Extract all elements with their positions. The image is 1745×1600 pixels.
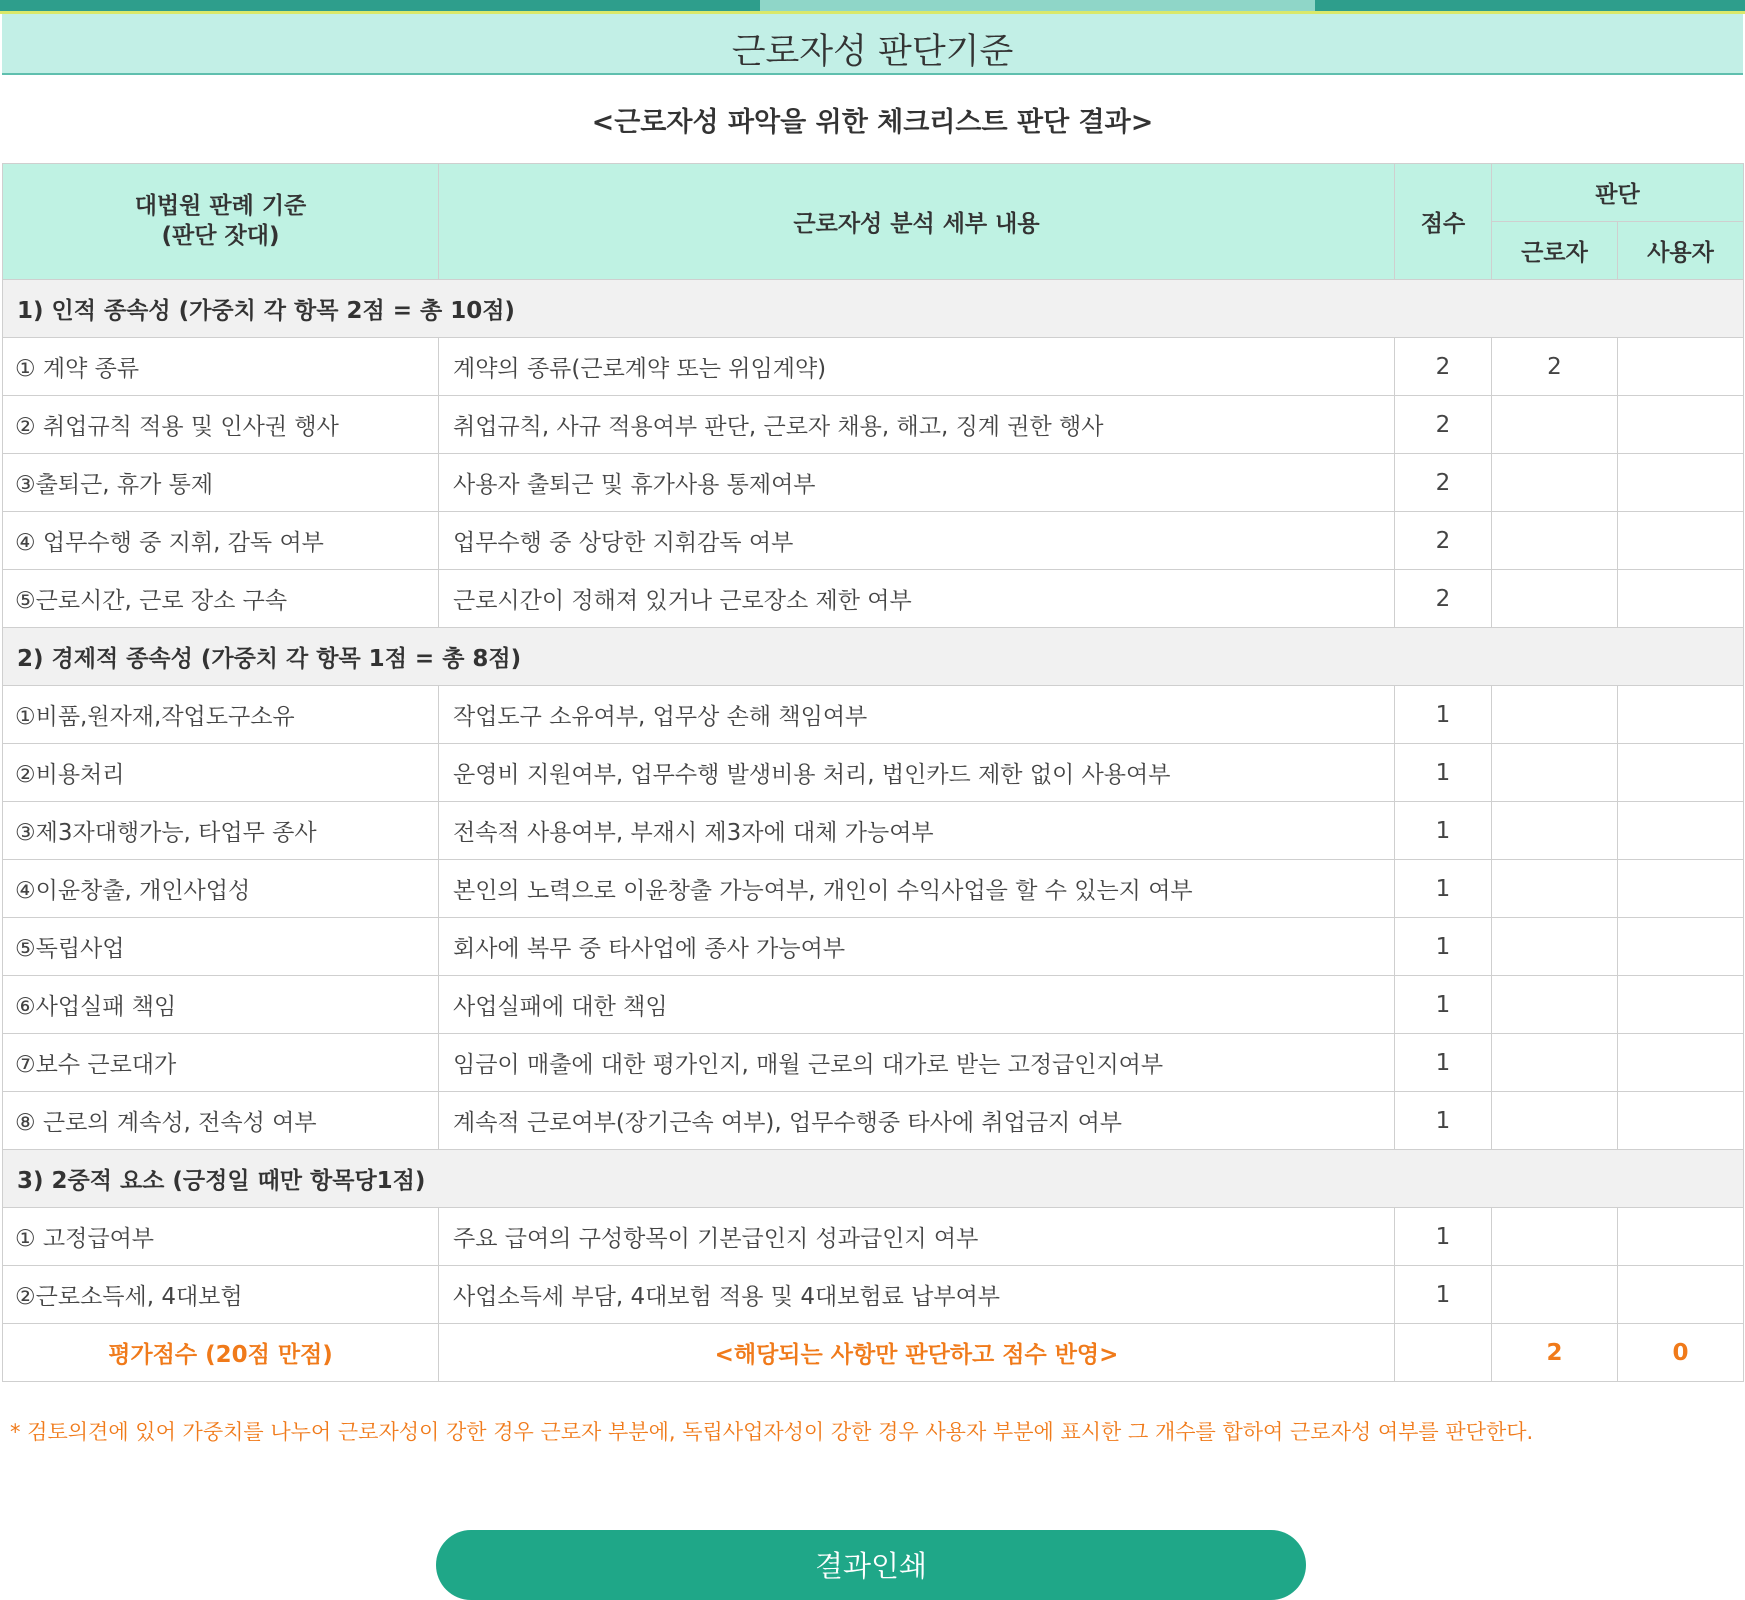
worker-check-cell[interactable] [1492,512,1618,570]
score-cell: 1 [1395,1034,1492,1092]
table-body [3,280,1744,1382]
employer-check-cell[interactable] [1618,1092,1744,1150]
employer-check-cell[interactable] [1618,1034,1744,1092]
table-row [3,396,1744,454]
page-subtitle: <근로자성 파악을 위한 체크리스트 판단 결과> [591,107,1154,138]
table-row [3,1034,1744,1092]
table-row [3,686,1744,744]
worker-check-cell[interactable] [1492,744,1618,802]
detail-cell: 임금이 매출에 대한 평가인지, 매월 근로의 대가로 받는 고정급인지여부 [439,1034,1395,1092]
detail-cell: 계약의 종류(근로계약 또는 위임계약) [439,338,1395,396]
detail-cell: 계속적 근로여부(장기근속 여부), 업무수행중 타사에 취업금지 여부 [439,1092,1395,1150]
header-criteria: 대법원 판례 기준 (판단 잣대) [3,164,439,280]
score-cell: 2 [1395,570,1492,628]
employer-check-cell[interactable] [1618,686,1744,744]
footnote: * 검토의견에 있어 가중치를 나누어 근로자성이 강한 경우 근로자 부분에, 독립사업자성이 강한 경우 사용자 부분에 표시한 그 개수를 합하여 근로자성 여부를 판단한다. [10,1420,1534,1444]
score-cell: 1 [1395,744,1492,802]
total-employer: 0 [1618,1324,1744,1382]
score-cell: 2 [1395,338,1492,396]
worker-check-cell[interactable] [1492,686,1618,744]
table-row [3,802,1744,860]
criteria-cell: ④이윤창출, 개인사업성 [3,860,439,918]
detail-cell: 본인의 노력으로 이윤창출 가능여부, 개인이 수익사업을 할 수 있는지 여부 [439,860,1395,918]
detail-cell: 업무수행 중 상당한 지휘감독 여부 [439,512,1395,570]
worker-check-cell[interactable] [1492,1092,1618,1150]
employer-check-cell[interactable] [1618,918,1744,976]
criteria-cell: ⑦보수 근로대가 [3,1034,439,1092]
detail-cell: 주요 급여의 구성항목이 기본급인지 성과급인지 여부 [439,1208,1395,1266]
employer-check-cell[interactable] [1618,802,1744,860]
detail-cell: 사업소득세 부담, 4대보험 적용 및 4대보험료 납부여부 [439,1266,1395,1324]
total-score-empty [1395,1324,1492,1382]
employer-check-cell[interactable] [1618,744,1744,802]
criteria-cell: ①비품,원자재,작업도구소유 [3,686,439,744]
criteria-cell: ① 계약 종류 [3,338,439,396]
employer-check-cell[interactable] [1618,976,1744,1034]
header-score: 점수 [1395,164,1492,280]
section-title: 2) 경제적 종속성 (가중치 각 항목 1점 = 총 8점) [3,628,1744,686]
detail-cell: 운영비 지원여부, 업무수행 발생비용 처리, 법인카드 제한 없이 사용여부 [439,744,1395,802]
worker-check-cell[interactable] [1492,1034,1618,1092]
total-label: 평가점수 (20점 만점) [3,1324,439,1382]
employer-check-cell[interactable] [1618,396,1744,454]
header-judgement: 판단 [1492,164,1744,222]
detail-cell: 전속적 사용여부, 부재시 제3자에 대체 가능여부 [439,802,1395,860]
header-worker: 근로자 [1492,222,1618,280]
section-title: 3) 2중적 요소 (긍정일 때만 항목당1점) [3,1150,1744,1208]
criteria-cell: ② 취업규칙 적용 및 인사권 행사 [3,396,439,454]
total-worker: 2 [1492,1324,1618,1382]
score-cell: 1 [1395,802,1492,860]
employer-check-cell[interactable] [1618,512,1744,570]
page-title: 근로자성 판단기준 [731,32,1014,72]
employer-check-cell[interactable] [1618,338,1744,396]
section-row [3,628,1744,686]
criteria-cell: ③출퇴근, 휴가 통제 [3,454,439,512]
worker-check-cell[interactable] [1492,1266,1618,1324]
total-note: <해당되는 사항만 판단하고 점수 반영> [439,1324,1395,1382]
score-cell: 1 [1395,918,1492,976]
employer-check-cell[interactable] [1618,570,1744,628]
score-cell: 1 [1395,686,1492,744]
detail-cell: 회사에 복무 중 타사업에 종사 가능여부 [439,918,1395,976]
print-result-button[interactable]: 결과인쇄 [436,1530,1306,1600]
criteria-cell: ④ 업무수행 중 지휘, 감독 여부 [3,512,439,570]
table-row [3,744,1744,802]
criteria-cell: ⑥사업실패 책임 [3,976,439,1034]
score-cell: 2 [1395,454,1492,512]
header-detail: 근로자성 분석 세부 내용 [439,164,1395,280]
score-cell: 1 [1395,1266,1492,1324]
section-title: 1) 인적 종속성 (가중치 각 항목 2점 = 총 10점) [3,280,1744,338]
section-row [3,1150,1744,1208]
score-cell: 1 [1395,976,1492,1034]
table-row [3,1266,1744,1324]
worker-check-cell[interactable]: 2 [1492,338,1618,396]
header-employer: 사용자 [1618,222,1744,280]
detail-cell: 취업규칙, 사규 적용여부 판단, 근로자 채용, 해고, 징계 권한 행사 [439,396,1395,454]
detail-cell: 작업도구 소유여부, 업무상 손해 책임여부 [439,686,1395,744]
title-band [2,14,1743,75]
employer-check-cell[interactable] [1618,454,1744,512]
worker-check-cell[interactable] [1492,1208,1618,1266]
table-row [3,1208,1744,1266]
criteria-cell: ⑧ 근로의 계속성, 전속성 여부 [3,1092,439,1150]
criteria-cell: ③제3자대행가능, 타업무 종사 [3,802,439,860]
worker-check-cell[interactable] [1492,570,1618,628]
score-cell: 1 [1395,860,1492,918]
worker-check-cell[interactable] [1492,396,1618,454]
score-cell: 1 [1395,1208,1492,1266]
score-cell: 1 [1395,1092,1492,1150]
employer-check-cell[interactable] [1618,1266,1744,1324]
table-row [3,918,1744,976]
criteria-cell: ⑤근로시간, 근로 장소 구속 [3,570,439,628]
top-accent-bar [0,0,1745,14]
worker-check-cell[interactable] [1492,454,1618,512]
checklist-table [2,163,1744,1382]
detail-cell: 사업실패에 대한 책임 [439,976,1395,1034]
table-row [3,570,1744,628]
table-row [3,976,1744,1034]
score-cell: 2 [1395,512,1492,570]
section-row [3,280,1744,338]
criteria-cell: ②비용처리 [3,744,439,802]
worker-check-cell[interactable] [1492,860,1618,918]
criteria-cell: ②근로소득세, 4대보험 [3,1266,439,1324]
criteria-cell: ① 고정급여부 [3,1208,439,1266]
table-row [3,454,1744,512]
worker-check-cell[interactable] [1492,802,1618,860]
table-row [3,338,1744,396]
worker-check-cell[interactable] [1492,918,1618,976]
detail-cell: 사용자 출퇴근 및 휴가사용 통제여부 [439,454,1395,512]
total-row [3,1324,1744,1382]
employer-check-cell[interactable] [1618,860,1744,918]
table-row [3,860,1744,918]
table-row [3,512,1744,570]
detail-cell: 근로시간이 정해져 있거나 근로장소 제한 여부 [439,570,1395,628]
score-cell: 2 [1395,396,1492,454]
criteria-cell: ⑤독립사업 [3,918,439,976]
employer-check-cell[interactable] [1618,1208,1744,1266]
worker-check-cell[interactable] [1492,976,1618,1034]
table-row [3,1092,1744,1150]
